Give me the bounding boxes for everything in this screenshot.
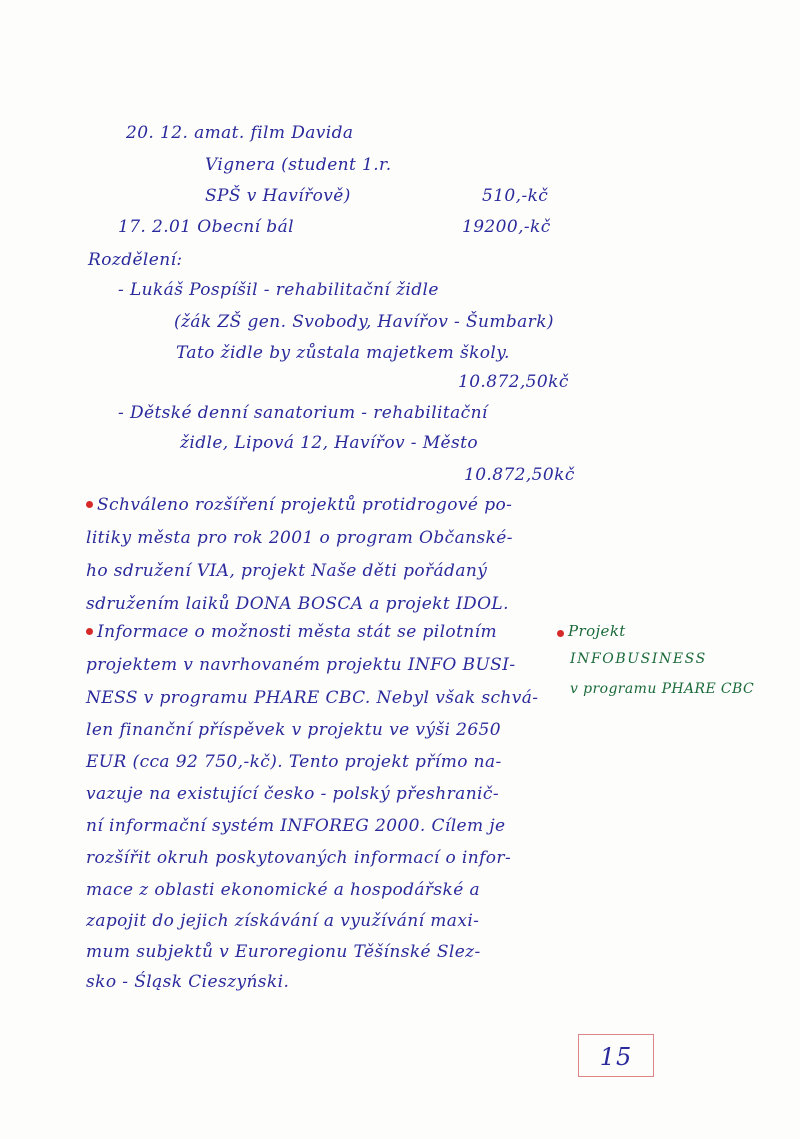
entry-1-line-2: Vignera (student 1.r. (205, 155, 392, 175)
entry-1-line-1: 20. 12. amat. film Davida (126, 123, 354, 143)
paragraph-2-line-7: ní informační systém INFOREG 2000. Cílem je (86, 816, 506, 836)
distribution-item-2-line-2: židle, Lipová 12, Havířov - Město (180, 433, 478, 453)
paragraph-1-bullet (86, 501, 93, 508)
paragraph-2-line-4: len finanční příspěvek v projektu ve výši 2650 (86, 720, 501, 740)
paragraph-2-line-2: projektem v navrhovaném projektu INFO BUSI- (86, 655, 516, 675)
entry-1-amount: 510,-kč (482, 186, 549, 206)
margin-note-bullet (557, 630, 564, 637)
distribution-item-1-line-3: Tato židle by zůstala majetkem školy. (176, 343, 510, 363)
distribution-item-2-amount: 10.872,50kč (464, 465, 575, 485)
distribution-item-1-amount: 10.872,50kč (458, 372, 569, 392)
page-number-box (578, 1034, 654, 1077)
margin-note-line-2: INFOBUSINESS (570, 651, 707, 667)
distribution-heading: Rozdělení: (88, 250, 183, 270)
entry-1-line-3: SPŠ v Havířově) (205, 186, 351, 206)
paragraph-1-line-1: Schváleno rozšíření projektů protidrogové po- (97, 495, 513, 515)
paragraph-1-line-2: litiky města pro rok 2001 o program Občanské- (86, 528, 513, 548)
paragraph-2-bullet (86, 628, 93, 635)
paragraph-2-line-5: EUR (cca 92 750,-kč). Tento projekt přímo na- (86, 752, 502, 772)
paragraph-2-line-11: mum subjektů v Euroregionu Těšínské Slez- (86, 942, 481, 962)
paragraph-2-line-10: zapojit do jejich získávání a využívání maxi- (86, 911, 480, 931)
distribution-item-1-line-2: (žák ZŠ gen. Svobody, Havířov - Šumbark) (174, 312, 554, 332)
page-number: 15 (599, 1043, 633, 1071)
margin-note-line-3: v programu PHARE CBC (570, 681, 755, 697)
distribution-item-2-line-1: - Dětské denní sanatorium - rehabilitační (118, 403, 488, 423)
paragraph-1-line-3: ho sdružení VIA, projekt Naše děti pořádaný (86, 561, 488, 581)
distribution-item-1-line-1: - Lukáš Pospíšil - rehabilitační židle (118, 280, 439, 300)
entry-2-line-1: 17. 2.01 Obecní bál (118, 217, 294, 237)
entry-2-amount: 19200,-kč (462, 217, 551, 237)
paragraph-2-line-9: mace z oblasti ekonomické a hospodářské a (86, 880, 481, 900)
margin-note-line-1: Projekt (568, 622, 626, 640)
paragraph-2-line-6: vazuje na existující česko - polský přeshranič- (86, 784, 499, 804)
paragraph-2-line-3: NESS v programu PHARE CBC. Nebyl však schvá- (86, 688, 539, 708)
paragraph-2-line-12: sko - Śląsk Cieszyński. (86, 972, 290, 992)
paragraph-2-line-1: Informace o možnosti města stát se pilotním (97, 622, 498, 642)
paragraph-2-line-8: rozšířit okruh poskytovaných informací o infor- (86, 848, 512, 868)
paragraph-1-line-4: sdružením laiků DONA BOSCA a projekt IDOL. (86, 594, 509, 614)
